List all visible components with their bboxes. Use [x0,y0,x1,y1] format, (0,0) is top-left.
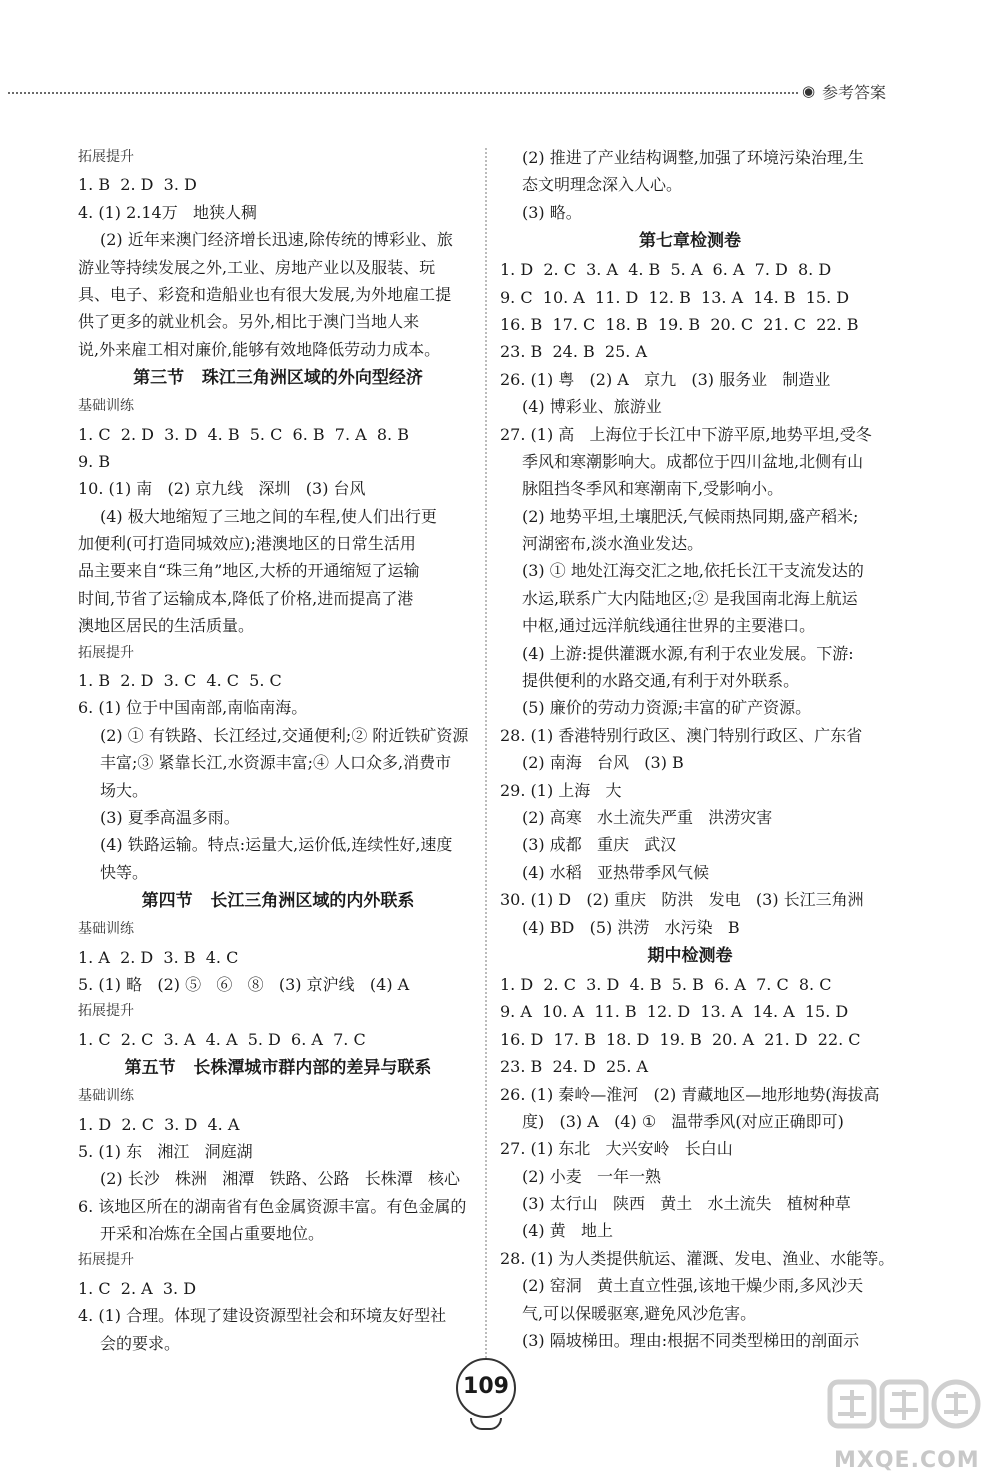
answer-line: (5) 廉价的劳动力资源;丰富的矿产资源。 [522,698,812,718]
answer-line: 9. C 10. A 11. D 12. B 13. A 14. B 15. D [500,287,850,307]
page-number: 109 [456,1358,516,1418]
answer-line: 28. (1) 香港特别行政区、澳门特别行政区、广东省 [500,725,863,745]
answer-line: (3) ① 地处江海交汇之地,依托长江干支流发达的 [522,561,864,581]
answer-line: 28. (1) 为人类提供航运、灌溉、发电、渔业、水能等。 [500,1248,895,1268]
answer-line: 9. B [78,451,111,471]
answer-line: (2) 地势平坦,土壤肥沃,气候雨热同期,盛产稻米; [522,506,859,526]
answer-column-left [78,144,478,1357]
header-dotted-rule [8,92,798,94]
answer-line: 具、电子、彩瓷和造船业也有很大发展,为外地雇工提 [78,284,452,304]
answer-line: (4) BD (5) 洪涝 水污染 B [522,917,740,937]
answer-line: 加便利(可打造同城效应);港澳地区的日常生活用 [78,534,416,554]
answer-line: (3) 略。 [522,202,582,222]
header-label: 参考答案 [822,83,887,102]
answer-line: (2) 窑洞 黄土直立性强,该地干燥少雨,多风沙天 [522,1276,864,1296]
subsection-label: 拓展提升 [78,1252,134,1269]
section-heading: 第五节 长株潭城市群内部的差异与联系 [124,1058,432,1079]
answer-line: 澳地区居民的生活质量。 [78,616,255,636]
answer-line: 态文明理念深入人心。 [522,175,683,195]
answer-line: 时间,节省了运输成本,降低了价格,进而提高了港 [78,588,414,608]
subsection-label: 拓展提升 [78,644,134,661]
answer-line: 5. (1) 略 (2) ⑤ ⑥ ⑧ (3) 京沪线 (4) A [78,974,410,994]
answer-line: (3) 成都 重庆 武汉 [522,835,677,855]
answer-line: 1. A 2. D 3. B 4. C [78,947,239,967]
answer-line: 快等。 [100,862,149,882]
answer-line: (2) ① 有铁路、长江经过,交通便利;② 附近铁矿资源 [100,725,469,745]
answer-line: 26. (1) 粤 (2) A 京九 (3) 服务业 制造业 [500,369,831,389]
section-heading: 期中检测卷 [647,945,733,966]
answer-line: 4. (1) 2.14万 地狭人稠 [78,202,257,222]
answer-line: 1. C 2. D 3. D 4. B 5. C 6. B 7. A 8. B [78,424,409,444]
answer-line: (2) 推进了产业结构调整,加强了环境污染治理,生 [522,148,864,167]
answer-line: 度) (3) A (4) ① 温带季风(对应正确即可) [522,1111,844,1131]
section-heading: 第三节 珠江三角洲区域的外向型经济 [133,368,423,389]
answer-line: (4) 极大地缩短了三地之间的车程,使人们出行更 [100,506,437,526]
answer-line: (3) 隔坡梯田。理由:根据不同类型梯田的剖面示 [522,1331,860,1351]
answer-line: 气,可以保暖驱寒,避免风沙危害。 [522,1303,757,1323]
answer-line: 丰富;③ 紧靠长江,水资源丰富;④ 人口众多,消费市 [100,753,452,773]
answer-line: 1. D 2. C 3. D 4. A [78,1114,240,1134]
answer-line: (2) 南海 台风 (3) B [522,753,684,773]
answer-column-right [500,144,895,1354]
watermark-text: MXQE.COM [834,1448,980,1473]
answer-line: 开采和冶炼在全国占重要地位。 [100,1224,325,1244]
answer-line: 季风和寒潮影响大。成都位于四川盆地,北侧有山 [522,451,864,471]
column-divider [485,148,487,1358]
answer-line: (2) 高寒 水土流失严重 洪涝灾害 [522,807,773,827]
subsection-label: 拓展提升 [78,149,134,165]
answer-line: (4) 黄 地上 [522,1221,614,1241]
answer-line: (4) 铁路运输。特点:运量大,运价低,连续性好,速度 [100,835,453,855]
answer-line: 29. (1) 上海 大 [500,780,622,800]
answer-line: 说,外来雇工相对廉价,能够有效地降低劳动力成本。 [78,339,441,359]
subsection-label: 基础训练 [78,921,134,938]
answer-line: 河湖密布,淡水渔业发达。 [522,534,704,554]
answer-line: 23. B 24. B 25. A [500,342,648,362]
answer-line: (3) 太行山 陕西 黄土 水土流失 植树种草 [522,1194,851,1214]
answer-line: (4) 博彩业、旅游业 [522,397,662,417]
answer-line: (2) 长沙 株洲 湘潭 铁路、公路 长株潭 核心 [100,1169,461,1189]
answer-line: 1. C 2. A 3. D [78,1278,197,1298]
answer-line: 1. B 2. D 3. D [78,175,197,195]
answer-line: 5. (1) 东 湘江 洞庭湖 [78,1141,253,1161]
answer-line: 游业等持续发展之外,工业、房地产业以及服装、玩 [78,257,436,277]
answer-line: 6. (1) 位于中国南部,南临南海。 [78,698,308,718]
answer-line: 1. C 2. C 3. A 4. A 5. D 6. A 7. C [78,1029,366,1049]
answer-line: 6. 该地区所在的湖南省有色金属资源丰富。有色金属的 [78,1196,467,1216]
section-heading: 第七章检测卷 [639,231,741,252]
answer-line: 脉阻挡冬季风和寒潮南下,受影响小。 [522,479,784,499]
subsection-label: 基础训练 [78,398,134,415]
subsection-label: 基础训练 [78,1088,134,1105]
answer-line: 中枢,通过远洋航线通往世界的主要港口。 [522,616,816,636]
header-bullet-icon: ◉ [802,82,816,100]
answer-line: 场大。 [100,780,149,800]
answer-line: 1. B 2. D 3. C 4. C 5. C [78,671,282,691]
answer-line: 1. D 2. C 3. A 4. B 5. A 6. A 7. D 8. D [500,260,832,280]
answer-line: 会的要求。 [100,1333,181,1353]
answer-line: 27. (1) 高 上海位于长江中下游平原,地势平坦,受冬 [500,424,872,444]
answer-line: 水运,联系广大内陆地区;② 是我国南北海上航运 [522,588,858,608]
answer-line: (4) 水稻 亚热带季风气候 [522,862,710,882]
answer-line: 30. (1) D (2) 重庆 防洪 发电 (3) 长江三角洲 [500,890,864,910]
answer-line: 16. B 17. C 18. B 19. B 20. C 21. C 22. B [500,314,859,334]
answer-line: 4. (1) 合理。体现了建设资源型社会和环境友好型社 [78,1306,447,1326]
answer-line: (3) 夏季高温多雨。 [100,807,240,827]
page-number-stand [470,1418,502,1430]
answer-line: 16. D 17. B 18. D 19. B 20. A 21. D 22. C [500,1029,861,1049]
answer-line: 26. (1) 秦岭—淮河 (2) 青藏地区—地形地势(海拔高 [500,1084,880,1104]
answer-line: (2) 小麦 一年一熟 [522,1166,662,1186]
answer-line: (2) 近年来澳门经济增长迅速,除传统的博彩业、旅 [100,230,453,250]
answer-line: (4) 上游:提供灌溉水源,有利于农业发展。下游: [522,643,854,663]
answer-line: 23. B 24. D 25. A [500,1057,649,1077]
answer-line: 9. A 10. A 11. B 12. D 13. A 14. A 15. D [500,1002,849,1022]
subsection-label: 拓展提升 [78,1003,134,1020]
answer-line: 品主要来自“珠三角”地区,大桥的开通缩短了运输 [78,561,420,581]
answer-line: 27. (1) 东北 大兴安岭 长白山 [500,1139,733,1159]
answer-line: 10. (1) 南 (2) 京九线 深圳 (3) 台风 [78,479,366,499]
answer-line: 1. D 2. C 3. D 4. B 5. B 6. A 7. C 8. C [500,974,832,994]
answer-line: 供了更多的就业机会。另外,相比于澳门当地人来 [78,312,420,332]
answer-line: 提供便利的水路交通,有利于对外联系。 [522,671,800,691]
section-heading: 第四节 长江三角洲区域的内外联系 [141,891,415,912]
